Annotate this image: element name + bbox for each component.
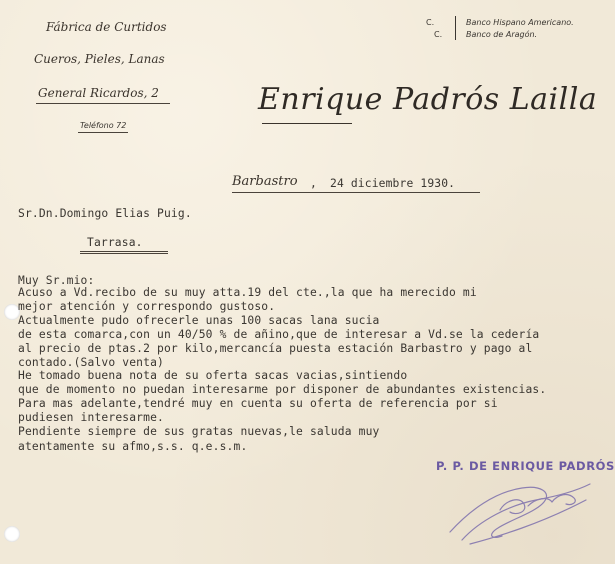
signature-icon xyxy=(440,470,600,550)
phone-underline xyxy=(78,132,128,133)
letterhead-trade-line: Fábrica de Curtidos xyxy=(46,20,167,34)
bank-1: Banco Hispano Americano. xyxy=(466,18,574,27)
body-line: Actualmente pudo ofrecerle unas 100 sacas lana sucia xyxy=(18,314,380,327)
punch-hole-bottom xyxy=(4,526,20,542)
place-name: Barbastro xyxy=(232,174,298,189)
bank-cc-1: C. xyxy=(426,18,435,27)
body-line: He tomado buena nota de su oferta sacas vacias,sintiendo xyxy=(18,369,408,382)
place-date-separator: , xyxy=(310,177,317,190)
body-line: contado.(Salvo venta) xyxy=(18,356,164,369)
city-double-underline xyxy=(80,251,168,254)
letterhead-products-line: Cueros, Pieles, Lanas xyxy=(34,52,165,66)
company-stamp: P. P. DE ENRIQUE PADRÓS xyxy=(436,459,615,473)
recipient-name: Sr.Dn.Domingo Elias Puig. xyxy=(18,207,192,220)
body-line: que de momento no puedan interesarme por disponer de abundantes existencias. xyxy=(18,383,547,396)
company-name-underline xyxy=(262,123,352,124)
letterhead-address-line: General Ricardos, 2 xyxy=(38,86,159,100)
letter-date: 24 diciembre 1930. xyxy=(330,177,456,190)
bank-bracket xyxy=(455,16,456,40)
recipient-city: Tarrasa. xyxy=(87,236,143,249)
address-underline xyxy=(36,103,170,104)
body-line: Acuso a Vd.recibo de su muy atta.19 del cte.,la que ha merecido mi xyxy=(18,286,477,299)
body-line: mejor atención y correspondo gustoso. xyxy=(18,300,276,313)
body-line: atentamente su afmo,s.s. q.e.s.m. xyxy=(18,440,248,453)
bank-2: Banco de Aragón. xyxy=(466,30,538,39)
company-name: Enrique Padrós Lailla xyxy=(258,82,598,117)
date-underline xyxy=(232,192,480,193)
body-line: Para mas adelante,tendré muy en cuenta su oferta de referencia por si xyxy=(18,397,498,410)
salutation: Muy Sr.mio: xyxy=(18,274,95,287)
letterhead-phone: Teléfono 72 xyxy=(80,121,127,130)
body-line: de esta comarca,con un 40/50 % de añino,que de interesar a Vd.se la cedería xyxy=(18,328,540,341)
body-line: al precio de ptas.2 por kilo,mercancía puesta estación Barbastro y pago al xyxy=(18,342,533,355)
bank-cc-2: C. xyxy=(434,30,443,39)
body-line: pudiesen interesarme. xyxy=(18,411,164,424)
body-line: Pendiente siempre de sus gratas nuevas,le saluda muy xyxy=(18,425,380,438)
